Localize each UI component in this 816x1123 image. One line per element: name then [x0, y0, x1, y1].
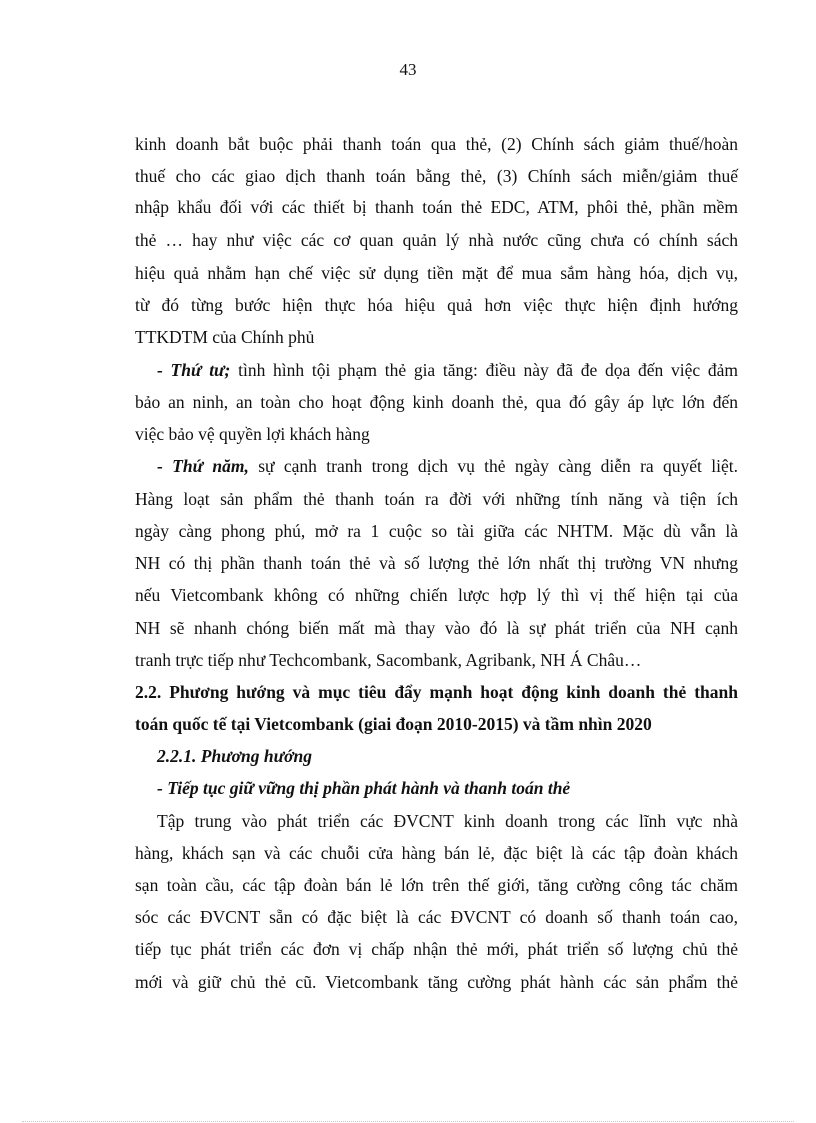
paragraph-line: từ đó từng bước hiện thực hóa hiệu quả hơn việc thực hiện định hướng — [135, 295, 738, 315]
paragraph-line: NH có thị phần thanh toán thẻ và số lượng thẻ lớn nhất thị trường VN nhưng — [135, 553, 738, 573]
paragraph-line: sóc các ĐVCNT sẵn có đặc biệt là các ĐVCNT có doanh số thanh toán cao, — [135, 907, 738, 927]
bullet-heading: - Tiếp tục giữ vững thị phần phát hành và thanh toán thẻ — [157, 778, 571, 798]
paragraph-line: NH sẽ nhanh chóng biến mất mà thay vào đó là sự phát triển của NH cạnh — [135, 618, 738, 638]
paragraph-line: tranh trực tiếp như Techcombank, Sacombank, Agribank, NH Á Châu… — [135, 650, 642, 670]
paragraph-text: sự cạnh tranh trong dịch vụ thẻ ngày càng diễn ra quyết liệt. — [248, 456, 738, 476]
paragraph-line: tiếp tục phát triển các đơn vị chấp nhận thẻ mới, phát triển số lượng chủ thẻ — [135, 939, 738, 959]
page-bottom-divider — [22, 1121, 794, 1122]
paragraph-line: Tập trung vào phát triển các ĐVCNT kinh doanh trong các lĩnh vực nhà — [157, 811, 738, 831]
paragraph-line: TTKDTM của Chính phủ — [135, 327, 315, 347]
item-label: - Thứ tư; — [157, 360, 231, 380]
subsection-heading: 2.2.1. Phương hướng — [157, 746, 312, 766]
paragraph-line: mới và giữ chủ thẻ cũ. Vietcombank tăng cường phát hành các sản phẩm thẻ — [135, 972, 738, 992]
paragraph-line: Hàng loạt sản phẩm thẻ thanh toán ra đời với những tính năng và tiện ích — [135, 489, 738, 509]
paragraph-line: hiệu quả nhằm hạn chế việc sử dụng tiền mặt để mua sắm hàng hóa, dịch vụ, — [135, 263, 738, 283]
paragraph-line: hàng, khách sạn và các chuỗi cửa hàng bán lẻ, đặc biệt là các tập đoàn khách — [135, 843, 738, 863]
paragraph-line: nếu Vietcombank không có những chiến lược hợp lý thì vị thế hiện tại của — [135, 585, 738, 605]
section-heading-line: toán quốc tế tại Vietcombank (giai đoạn 2010-2015) và tầm nhìn 2020 — [135, 714, 652, 734]
paragraph-text: tình hình tội phạm thẻ gia tăng: điều này đã đe dọa đến việc đảm — [230, 360, 738, 380]
paragraph-line: việc bảo vệ quyền lợi khách hàng — [135, 424, 370, 444]
paragraph-line: thẻ … hay như việc các cơ quan quản lý nhà nước cũng chưa có chính sách — [135, 230, 738, 250]
paragraph-line — [157, 359, 738, 381]
paragraph-line: nhập khẩu đối với các thiết bị thanh toán thẻ EDC, ATM, phôi thẻ, phần mềm — [135, 197, 738, 217]
paragraph-line: thuế cho các giao dịch thanh toán bằng thẻ, (3) Chính sách miễn/giảm thuế — [135, 166, 738, 186]
paragraph-line: ngày càng phong phú, mở ra 1 cuộc so tài giữa các NHTM. Mặc dù vẫn là — [135, 521, 738, 541]
page-number: 43 — [399, 60, 417, 79]
item-label: - Thứ năm, — [157, 456, 249, 476]
paragraph-line — [157, 455, 738, 477]
section-heading-line: 2.2. Phương hướng và mục tiêu đẩy mạnh hoạt động kinh doanh thẻ thanh — [135, 682, 738, 702]
paragraph-line: bảo an ninh, an toàn cho hoạt động kinh doanh thẻ, qua đó gây áp lực lớn đến — [135, 392, 738, 412]
paragraph-line: kinh doanh bắt buộc phải thanh toán qua thẻ, (2) Chính sách giảm thuế/hoàn — [135, 134, 738, 154]
paragraph-line: sạn toàn cầu, các tập đoàn bán lẻ lớn trên thế giới, tăng cường công tác chăm — [135, 875, 738, 895]
